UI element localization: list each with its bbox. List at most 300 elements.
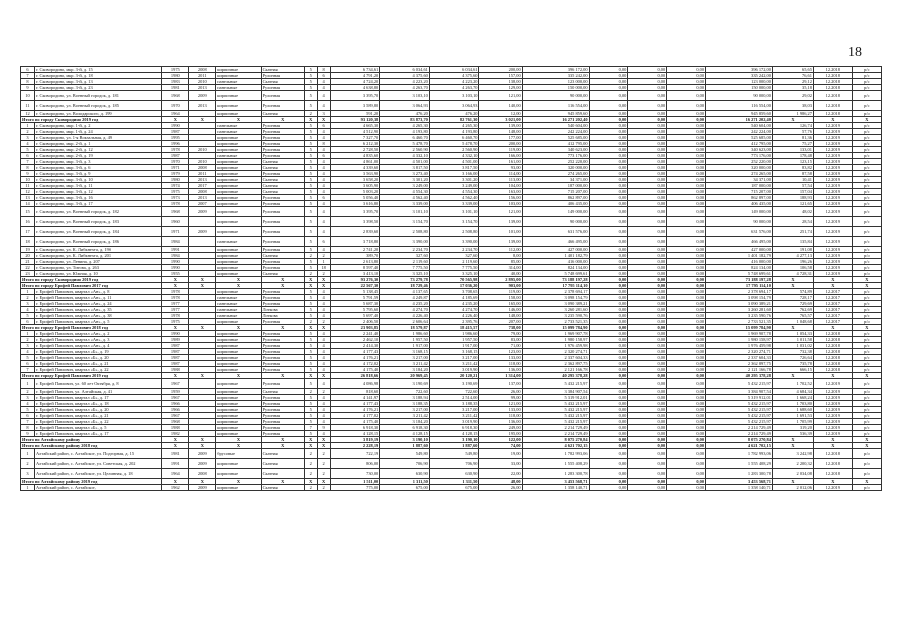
table-cell: 0,00: [628, 289, 667, 295]
table-cell: 3 019,90: [429, 419, 479, 425]
table-cell: 40 295 378,28: [522, 373, 589, 379]
table-cell: 2007: [189, 201, 216, 207]
table-cell: 728,17: [772, 295, 813, 301]
table-cell: 70 565,98: [429, 277, 479, 283]
table-cell: 0,00: [589, 227, 628, 237]
table-cell: 12.2019: [813, 129, 852, 135]
table-cell: г. Сковородино, мкр. 2-й, д. 12: [35, 147, 162, 153]
table-row: [21, 459, 882, 469]
table-cell: 3 235 590,76: [522, 313, 589, 319]
table-cell: 4: [317, 91, 330, 101]
table-cell: 630,90: [429, 469, 479, 479]
table-cell: 5: [304, 79, 317, 85]
table-cell: кирпичные: [216, 419, 261, 425]
table-cell: 5: [304, 431, 317, 437]
table-cell: 1970: [162, 159, 189, 165]
table-cell: кирпичные: [216, 67, 261, 73]
table-cell: 549,80: [429, 449, 479, 459]
table-cell: 4: [317, 247, 330, 253]
table-cell: 0,00: [589, 443, 628, 449]
table-cell: 1973: [162, 195, 189, 201]
table-cell: 5: [304, 147, 317, 153]
table-cell: 0,00: [589, 265, 628, 271]
table-cell: X: [261, 443, 304, 449]
table-cell: 2: [304, 253, 317, 259]
table-cell: 1990: [162, 123, 189, 129]
table-cell: кирпичные: [216, 389, 261, 395]
table-cell: 1955: [162, 271, 189, 277]
table-cell: Рулонная: [261, 395, 304, 401]
table-cell: 0,00: [589, 277, 628, 283]
table-cell: 4: [317, 177, 330, 183]
table-cell: 2: [317, 253, 330, 259]
table-cell: 0,00: [628, 141, 667, 147]
table-cell: г. Сковородино, мкр. 3-й, д. 3: [35, 159, 162, 165]
table-cell: 0,00: [667, 407, 706, 413]
table-cell: 1 705,99: [772, 419, 813, 425]
table-cell: 0,00: [589, 135, 628, 141]
table-cell: кирпичные: [216, 343, 261, 349]
table-cell: 0,00: [628, 165, 667, 171]
table-cell: 2 214 729,49: [706, 425, 773, 431]
table-cell: 6 460,70: [429, 135, 479, 141]
table-cell: X: [189, 479, 216, 485]
table-cell: 0,00: [667, 283, 706, 289]
table-cell: X: [216, 283, 261, 289]
table-cell: 945 859,60: [706, 111, 773, 117]
table-cell: 4 375,60: [380, 73, 430, 79]
table-cell: 2 337 604,33: [522, 355, 589, 361]
table-cell: 730,00: [330, 469, 380, 479]
table-cell: 33,00: [479, 459, 522, 469]
table-cell: X: [304, 479, 317, 485]
table-cell: 3 101,10: [380, 207, 430, 217]
table-cell: 536,39: [772, 431, 813, 437]
table-cell: 2: [21, 337, 35, 343]
table-cell: 200,00: [479, 141, 522, 147]
table-cell: 0,00: [589, 237, 628, 247]
total-label-cell: Итого по Алтайскому району 2018 год: [21, 443, 162, 449]
table-cell: 5: [304, 295, 317, 301]
table-cell: 5 791,59: [330, 295, 380, 301]
table-cell: р/с: [852, 165, 881, 171]
table-cell: р/о: [852, 485, 881, 491]
table-cell: 19: [21, 247, 35, 253]
table-cell: Рулонная: [261, 413, 304, 419]
table-cell: 327,60: [380, 253, 430, 259]
table-cell: 1: [21, 123, 35, 129]
table-cell: X: [216, 437, 261, 443]
table-cell: 0,00: [667, 207, 706, 217]
table-cell: 1968: [162, 91, 189, 101]
table-cell: г. Сковородино, ул. Военный городок, д. 181: [35, 91, 162, 101]
table-cell: г. Ерофей Павлович, квартал «Ан», д. 5: [35, 319, 162, 325]
table-cell: 0,00: [628, 313, 667, 319]
table-cell: р/с: [852, 395, 881, 401]
table-cell: 1971: [162, 227, 189, 237]
table-cell: 146,00: [479, 307, 522, 313]
table-cell: 5: [304, 217, 317, 227]
table-cell: 1 511,00: [330, 479, 380, 485]
table-cell: 0,00: [628, 373, 667, 379]
table-cell: 118,00: [479, 361, 522, 367]
table-cell: 26 818,66: [330, 373, 380, 379]
table-cell: 0,00: [628, 183, 667, 189]
table-cell: 6: [21, 67, 35, 73]
table-cell: 12.2019: [813, 259, 852, 265]
table-cell: X: [852, 325, 881, 331]
table-cell: 0,00: [667, 227, 706, 237]
table-cell: 10,41: [772, 177, 813, 183]
table-cell: р/с: [852, 147, 881, 153]
table-cell: 0,00: [589, 171, 628, 177]
table-cell: Алтайский район, с. Алтайское, ул. Целинная, д. 18: [35, 469, 162, 479]
table-cell: 139,00: [479, 237, 522, 247]
table-cell: 2: [317, 469, 330, 479]
table-cell: 0,00: [667, 237, 706, 247]
table-cell: 5: [304, 195, 317, 201]
table-cell: 4 501,00: [380, 159, 430, 165]
table-cell: 4: [317, 159, 330, 165]
table-cell: 7 327,70: [330, 135, 380, 141]
table-cell: 4: [21, 401, 35, 407]
table-cell: 1 887,60: [380, 443, 430, 449]
table-cell: 1975: [162, 67, 189, 73]
table-cell: Рулонная: [261, 171, 304, 177]
table-cell: 3 339,00: [429, 201, 479, 207]
table-cell: X: [261, 277, 304, 283]
table-cell: р/о: [852, 469, 881, 479]
table-cell: 0,00: [589, 165, 628, 171]
table-cell: 2017: [189, 183, 216, 189]
table-cell: Рулонная: [261, 331, 304, 337]
table-cell: 3 103,10: [429, 91, 479, 101]
table-cell: 6: [21, 319, 35, 325]
table-cell: Рулонная: [261, 319, 304, 325]
table-cell: кирпичные: [216, 201, 261, 207]
table-cell: г. Сковородино, мкр. 3-й, д. 17: [35, 201, 162, 207]
table-cell: 3 390,00: [380, 237, 430, 247]
table-cell: 0,00: [589, 159, 628, 165]
table-cell: 0,00: [667, 195, 706, 201]
table-cell: 0,00: [667, 343, 706, 349]
table-cell: Алтайский район, с. Алтайское, ул. Подгорная, д. 15: [35, 449, 162, 459]
table-cell: 0,00: [628, 237, 667, 247]
table-cell: 140,00: [479, 101, 522, 111]
table-cell: 12.2019: [813, 431, 852, 437]
table-cell: 12.2018: [813, 449, 852, 459]
table-cell: 34 371,00: [522, 177, 589, 183]
table-cell: 1 986,27: [772, 111, 813, 117]
table-cell: 10: [21, 177, 35, 183]
table-cell: 1 702,52: [772, 379, 813, 389]
table-cell: р/с: [852, 153, 881, 159]
table-cell: 12.2019: [813, 413, 852, 419]
table-cell: 4 223,20: [429, 79, 479, 85]
table-cell: 0,00: [628, 247, 667, 253]
table-cell: 1 358 140,71: [522, 485, 589, 491]
table-cell: 12.2019: [813, 147, 852, 153]
table-cell: 93 276,30: [330, 277, 380, 283]
table-cell: 903,00: [479, 283, 522, 289]
table-cell: 79,00: [479, 331, 522, 337]
table-cell: 0,00: [628, 129, 667, 135]
table-cell: 6: [317, 237, 330, 247]
table-cell: 4: [317, 79, 330, 85]
table-cell: X: [772, 325, 813, 331]
table-cell: 0,00: [667, 201, 706, 207]
table-cell: X: [261, 325, 304, 331]
table-cell: 0,00: [628, 101, 667, 111]
table-cell: 6 212,30: [330, 141, 380, 147]
table-cell: 0,00: [667, 413, 706, 419]
table-cell: 17 036,20: [429, 283, 479, 289]
table-cell: р/с: [852, 301, 881, 307]
table-cell: 12.2018: [813, 361, 852, 367]
table-cell: 118,00: [479, 413, 522, 419]
table-cell: 0,00: [589, 389, 628, 395]
table-cell: 0,00: [667, 373, 706, 379]
table-cell: кирпичные: [216, 425, 261, 431]
table-cell: 2008: [189, 165, 216, 171]
table-cell: кирпичные: [216, 401, 261, 407]
table-cell: 4: [317, 401, 330, 407]
table-cell: 0,00: [667, 117, 706, 123]
table-cell: кирпичные: [216, 147, 261, 153]
table-cell: 3 154,70: [429, 217, 479, 227]
table-cell: 0,00: [667, 183, 706, 189]
table-cell: 340 623,00: [706, 147, 773, 153]
table-cell: 26,00: [479, 389, 522, 395]
table-cell: 1987: [162, 343, 189, 349]
table-cell: 396 172,00: [522, 67, 589, 73]
table-body: [21, 67, 882, 491]
table-cell: р/о: [852, 459, 881, 469]
table-cell: 3 217,00: [429, 407, 479, 413]
table-cell: 2: [304, 389, 317, 395]
table-cell: 818,60: [330, 389, 380, 395]
table-cell: X: [216, 117, 261, 123]
table-cell: кирпичные: [216, 469, 261, 479]
table-cell: 0,00: [589, 201, 628, 207]
table-cell: 0,00: [589, 253, 628, 259]
table-cell: 2 337 604,33: [706, 355, 773, 361]
table-cell: 4 728,31: [772, 271, 813, 277]
table-cell: 3 453 568,71: [522, 479, 589, 485]
table-cell: 0,00: [667, 289, 706, 295]
table-cell: X: [261, 373, 304, 379]
table-cell: 2 214 729,49: [706, 431, 773, 437]
table-cell: 396 172,00: [706, 67, 773, 73]
table-cell: Рулонная: [261, 295, 304, 301]
table-cell: Рулонная: [261, 289, 304, 295]
table-cell: 0,00: [589, 301, 628, 307]
table-cell: 1980: [162, 177, 189, 183]
table-cell: X: [261, 117, 304, 123]
table-cell: 0,00: [628, 431, 667, 437]
table-cell: 12.2019: [813, 247, 852, 253]
table-cell: 0,00: [667, 301, 706, 307]
table-cell: 466 495,00: [522, 237, 589, 247]
table-cell: 5 748 699,61: [706, 271, 773, 277]
table-cell: 4 193,80: [429, 129, 479, 135]
table-cell: 133,01: [772, 147, 813, 153]
table-cell: 738,00: [479, 325, 522, 331]
table-cell: г. Сковородино, ул. Военный городок, д. 182: [35, 207, 162, 217]
table-cell: 3: [21, 135, 35, 141]
table-cell: Скатная: [261, 165, 304, 171]
table-cell: 765,57: [772, 313, 813, 319]
table-cell: 0,00: [589, 395, 628, 401]
table-cell: 0,00: [628, 159, 667, 165]
table-cell: 3 217,00: [380, 407, 430, 413]
table-cell: 9: [21, 431, 35, 437]
table-cell: X: [216, 277, 261, 283]
table-cell: 0,00: [589, 379, 628, 389]
table-cell: 540 604,00: [522, 123, 589, 129]
table-cell: 2 378 694,17: [706, 289, 773, 295]
table-cell: 1 311,50: [380, 479, 430, 485]
table-cell: 2 362 897,75: [522, 361, 589, 367]
table-cell: 6: [21, 153, 35, 159]
table-cell: 735,78: [772, 361, 813, 367]
table-cell: 1 011,58: [772, 337, 813, 343]
table-cell: 3 184,20: [380, 367, 430, 373]
table-cell: X: [189, 117, 216, 123]
table-cell: 40,00: [479, 271, 522, 277]
table-cell: г. Сковородино, мкр. 3-й, д. 12: [35, 189, 162, 195]
table-cell: 157,00: [479, 73, 522, 79]
table-cell: 1980: [162, 73, 189, 79]
table-cell: 12.2018: [813, 73, 852, 79]
table-cell: 13: [21, 195, 35, 201]
table-cell: 4: [317, 431, 330, 437]
table-cell: 90 000,00: [706, 217, 773, 227]
table-cell: 0,00: [628, 459, 667, 469]
table-cell: 26,00: [479, 485, 522, 491]
table-cell: панельные: [216, 129, 261, 135]
table-cell: 2008: [189, 67, 216, 73]
table-cell: 2009: [189, 227, 216, 237]
table-cell: 12.2018: [813, 331, 852, 337]
table-cell: X: [162, 373, 189, 379]
table-row: [21, 227, 882, 237]
table-cell: 28,54: [772, 217, 813, 227]
table-cell: 3 453 568,71: [706, 479, 773, 485]
table-cell: 75,27: [772, 141, 813, 147]
table-cell: р/о: [852, 389, 881, 395]
table-cell: 4: [317, 395, 330, 401]
table-cell: Скатная: [261, 485, 304, 491]
table-cell: 3 249,00: [429, 183, 479, 189]
table-cell: 4 791,20: [330, 73, 380, 79]
table-cell: 196,26: [772, 259, 813, 265]
table-cell: 135,84: [772, 237, 813, 247]
table-cell: 0,00: [667, 171, 706, 177]
table-cell: Рулонная: [261, 265, 304, 271]
table-cell: 2: [21, 129, 35, 135]
table-cell: 6: [21, 361, 35, 367]
table-cell: 158,00: [479, 295, 522, 301]
table-cell: г. Ерофей Павлович, квартал «Ан», д. 38: [35, 313, 162, 319]
table-cell: 5 056,40: [330, 195, 380, 201]
table-cell: 7: [21, 73, 35, 79]
table-cell: р/с: [852, 349, 881, 355]
table-cell: г. Сковородино, ул. Володарского, д. 199: [35, 111, 162, 117]
table-cell: 2013: [189, 101, 216, 111]
table-cell: 1987: [162, 355, 189, 361]
total-label-cell: Итого по городу Сковородино 2019 год: [21, 277, 162, 283]
table-cell: 5: [304, 177, 317, 183]
table-cell: 1978: [162, 295, 189, 301]
table-cell: 0,00: [589, 73, 628, 79]
table-cell: кирпичные: [216, 485, 261, 491]
table-cell: р/с: [852, 91, 881, 101]
table-cell: 4 223,20: [380, 79, 430, 85]
table-cell: 3 395,70: [330, 91, 380, 101]
table-cell: 5: [304, 337, 317, 343]
table-cell: 12.2017: [813, 301, 852, 307]
table-cell: 4 339,60: [330, 165, 380, 171]
table-cell: X: [852, 277, 881, 283]
table-cell: 12.2019: [813, 237, 852, 247]
table-cell: Лоткова: [261, 313, 304, 319]
table-cell: 1964: [162, 111, 189, 117]
table-cell: 0,00: [628, 91, 667, 101]
table-row: [21, 485, 882, 491]
table-cell: 0,00: [628, 207, 667, 217]
table-cell: 0,00: [628, 253, 667, 259]
table-cell: 4 249,87: [380, 295, 430, 301]
table-cell: 0,00: [628, 337, 667, 343]
table-cell: 0,00: [589, 295, 628, 301]
table-cell: 3 384 907,54: [522, 389, 589, 395]
table-cell: 0,00: [667, 437, 706, 443]
table-cell: 0,00: [628, 307, 667, 313]
table-cell: г. Ерофей Павлович, ул. Алтайская, д. 41: [35, 389, 162, 395]
table-cell: 0,00: [628, 277, 667, 283]
table-cell: X: [813, 373, 852, 379]
table-cell: г. Ерофей Павлович, квартал «Ан», д. 24: [35, 301, 162, 307]
table-cell: 12.2019: [813, 419, 852, 425]
table-cell: 4: [317, 183, 330, 189]
table-cell: 1 688,60: [772, 407, 813, 413]
table-cell: X: [304, 277, 317, 283]
table-cell: 1 917,00: [429, 343, 479, 349]
table-cell: 2 741,20: [330, 247, 380, 253]
table-cell: 525 685,00: [522, 135, 589, 141]
table-cell: 3 190,10: [429, 437, 479, 443]
table-cell: 48,02: [772, 207, 813, 217]
table-cell: 0,00: [667, 73, 706, 79]
table-cell: 65,65: [772, 67, 813, 73]
table-cell: 3 090 389,21: [522, 301, 589, 307]
table-cell: 0,00: [628, 271, 667, 277]
table-cell: 20: [21, 253, 35, 259]
table-cell: X: [189, 325, 216, 331]
table-cell: 2: [317, 449, 330, 459]
table-cell: 2: [317, 485, 330, 491]
table-cell: 5: [21, 147, 35, 153]
table-cell: 6 034,61: [380, 67, 430, 73]
table-cell: 114,00: [479, 171, 522, 177]
table-cell: 1 668,24: [772, 395, 813, 401]
table-cell: г. Ерофей Павлович, квартал «Ан», д. 35: [35, 307, 162, 313]
total-label-cell: Итого по Алтайскому району 2019 год: [21, 479, 162, 485]
table-cell: 177,00: [479, 135, 522, 141]
table-cell: 15 099 784,90: [522, 325, 589, 331]
table-cell: 12.2019: [813, 159, 852, 165]
